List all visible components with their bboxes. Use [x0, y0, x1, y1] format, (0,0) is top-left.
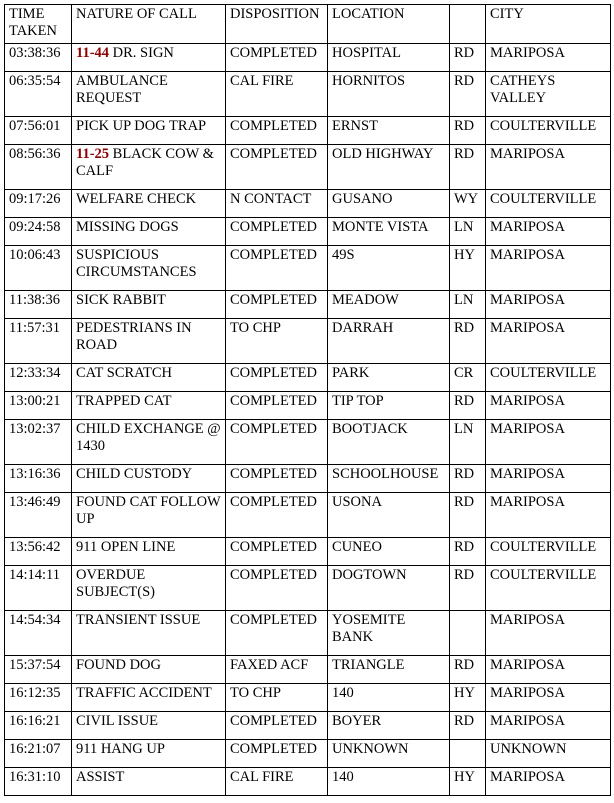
nature-text: PEDESTRIANS IN ROAD [76, 320, 192, 353]
nature-text: SICK RABBIT [76, 292, 166, 308]
cell-nature [72, 145, 226, 190]
cell-time: 13:00:21 [5, 392, 72, 420]
cell-suffix: RD [450, 319, 486, 364]
nature-text: ASSIST [76, 769, 125, 785]
cell-nature [72, 190, 226, 218]
cell-location: OLD HIGHWAY [328, 145, 450, 190]
table-row [5, 493, 611, 538]
table-row [5, 246, 611, 291]
cell-city: MARIPOSA [486, 611, 611, 656]
cell-disposition: COMPLETED [226, 364, 328, 392]
cell-suffix [450, 611, 486, 656]
cell-nature [72, 246, 226, 291]
cell-city: MARIPOSA [486, 392, 611, 420]
cell-location: SCHOOLHOUSE [328, 465, 450, 493]
cell-suffix: CR [450, 364, 486, 392]
incident-code: 11-44 [76, 45, 110, 61]
header-suffix [450, 5, 486, 44]
table-row [5, 768, 611, 796]
incident-code: 11-25 [76, 146, 110, 162]
cell-city: MARIPOSA [486, 656, 611, 684]
cell-city: MARIPOSA [486, 712, 611, 740]
nature-text: CAT SCRATCH [76, 365, 173, 381]
table-row [5, 465, 611, 493]
cell-city: MARIPOSA [486, 493, 611, 538]
cell-time: 14:14:11 [5, 566, 72, 611]
cell-location: HOSPITAL [328, 44, 450, 72]
cell-city: CATHEYS VALLEY [486, 72, 611, 117]
cell-suffix: HY [450, 768, 486, 796]
cell-time: 16:12:35 [5, 684, 72, 712]
cell-disposition: COMPLETED [226, 420, 328, 465]
nature-text: CIVIL ISSUE [76, 713, 159, 729]
cell-nature [72, 72, 226, 117]
cell-suffix: RD [450, 538, 486, 566]
nature-text: OVERDUE SUBJECT(S) [76, 567, 155, 600]
cell-city: MARIPOSA [486, 218, 611, 246]
cell-time: 11:38:36 [5, 291, 72, 319]
cell-nature [72, 656, 226, 684]
header-city: CITY [486, 5, 611, 44]
table-row [5, 538, 611, 566]
cell-city: MARIPOSA [486, 465, 611, 493]
cell-location: MONTE VISTA [328, 218, 450, 246]
table-row [5, 684, 611, 712]
nature-text: BLACK COW & CALF [76, 146, 214, 179]
cell-disposition: CAL FIRE [226, 768, 328, 796]
nature-text: DR. SIGN [109, 45, 174, 61]
cell-suffix: LN [450, 218, 486, 246]
cell-suffix: RD [450, 712, 486, 740]
nature-text: TRANSIENT ISSUE [76, 612, 201, 628]
table-row [5, 44, 611, 72]
cell-disposition: COMPLETED [226, 246, 328, 291]
cell-disposition: COMPLETED [226, 291, 328, 319]
cell-time: 08:56:36 [5, 145, 72, 190]
cell-nature [72, 218, 226, 246]
table-row [5, 190, 611, 218]
table-row [5, 291, 611, 319]
table-row [5, 145, 611, 190]
header-row [5, 5, 611, 44]
cell-city: MARIPOSA [486, 319, 611, 364]
cell-time: 06:35:54 [5, 72, 72, 117]
header-location: LOCATION [328, 5, 450, 44]
cell-suffix: RD [450, 493, 486, 538]
cell-city: MARIPOSA [486, 291, 611, 319]
cell-time: 09:24:58 [5, 218, 72, 246]
cell-suffix: RD [450, 145, 486, 190]
cell-location: DOGTOWN [328, 566, 450, 611]
cell-time: 10:06:43 [5, 246, 72, 291]
cell-nature [72, 493, 226, 538]
table-row [5, 72, 611, 117]
cell-location: 140 [328, 768, 450, 796]
cell-location: TIP TOP [328, 392, 450, 420]
cell-disposition: COMPLETED [226, 117, 328, 145]
cell-location: CUNEO [328, 538, 450, 566]
cell-suffix [450, 740, 486, 768]
cell-city: COULTERVILLE [486, 566, 611, 611]
table-row [5, 218, 611, 246]
nature-text: MISSING DOGS [76, 219, 179, 235]
cell-location: DARRAH [328, 319, 450, 364]
table-row [5, 117, 611, 145]
cell-time: 13:46:49 [5, 493, 72, 538]
cell-location: USONA [328, 493, 450, 538]
call-log-body [5, 5, 611, 796]
cell-nature [72, 364, 226, 392]
nature-text: SUSPICIOUS CIRCUMSTANCES [76, 247, 197, 280]
cell-suffix: RD [450, 117, 486, 145]
cell-suffix: LN [450, 291, 486, 319]
cell-disposition: COMPLETED [226, 145, 328, 190]
header-time: TIME TAKEN [5, 5, 72, 44]
cell-city: MARIPOSA [486, 768, 611, 796]
cell-time: 16:31:10 [5, 768, 72, 796]
cell-city: MARIPOSA [486, 246, 611, 291]
cell-nature [72, 319, 226, 364]
cell-time: 16:16:21 [5, 712, 72, 740]
cell-suffix: LN [450, 420, 486, 465]
cell-suffix: WY [450, 190, 486, 218]
nature-text: PICK UP DOG TRAP [76, 118, 207, 134]
cell-city: MARIPOSA [486, 145, 611, 190]
cell-nature [72, 420, 226, 465]
cell-disposition: COMPLETED [226, 538, 328, 566]
nature-text: CHILD EXCHANGE @ 1430 [76, 421, 221, 454]
cell-city: MARIPOSA [486, 44, 611, 72]
cell-location: HORNITOS [328, 72, 450, 117]
table-row [5, 392, 611, 420]
cell-time: 15:37:54 [5, 656, 72, 684]
nature-text: 911 OPEN LINE [76, 539, 176, 555]
cell-disposition: TO CHP [226, 319, 328, 364]
cell-suffix: RD [450, 72, 486, 117]
cell-location: BOYER [328, 712, 450, 740]
cell-suffix: RD [450, 566, 486, 611]
cell-time: 07:56:01 [5, 117, 72, 145]
cell-suffix: RD [450, 465, 486, 493]
nature-text: FOUND CAT FOLLOW UP [76, 494, 221, 527]
nature-text: FOUND DOG [76, 657, 161, 673]
table-row [5, 364, 611, 392]
cell-nature [72, 611, 226, 656]
cell-city: COULTERVILLE [486, 538, 611, 566]
cell-suffix: RD [450, 392, 486, 420]
cell-location: 140 [328, 684, 450, 712]
cell-nature [72, 712, 226, 740]
cell-disposition: COMPLETED [226, 392, 328, 420]
cell-time: 09:17:26 [5, 190, 72, 218]
cell-city: COULTERVILLE [486, 117, 611, 145]
cell-location: MEADOW [328, 291, 450, 319]
cell-nature [72, 768, 226, 796]
cell-disposition: FAXED ACF [226, 656, 328, 684]
cell-time: 13:56:42 [5, 538, 72, 566]
cell-city: MARIPOSA [486, 684, 611, 712]
cell-time: 12:33:34 [5, 364, 72, 392]
cell-disposition: TO CHP [226, 684, 328, 712]
cell-nature [72, 392, 226, 420]
cell-time: 14:54:34 [5, 611, 72, 656]
cell-city: COULTERVILLE [486, 190, 611, 218]
table-row [5, 566, 611, 611]
cell-disposition: COMPLETED [226, 566, 328, 611]
table-row [5, 611, 611, 656]
call-log-table [4, 4, 611, 796]
table-row [5, 319, 611, 364]
cell-suffix: RD [450, 44, 486, 72]
nature-text: TRAPPED CAT [76, 393, 172, 409]
cell-city: UNKNOWN [486, 740, 611, 768]
table-row [5, 712, 611, 740]
cell-time: 11:57:31 [5, 319, 72, 364]
cell-disposition: COMPLETED [226, 712, 328, 740]
cell-disposition: COMPLETED [226, 611, 328, 656]
cell-location: GUSANO [328, 190, 450, 218]
cell-location: YOSEMITE BANK [328, 611, 450, 656]
cell-location: BOOTJACK [328, 420, 450, 465]
cell-disposition: COMPLETED [226, 218, 328, 246]
cell-city: MARIPOSA [486, 420, 611, 465]
cell-time: 16:21:07 [5, 740, 72, 768]
table-row [5, 420, 611, 465]
header-nature: NATURE OF CALL [72, 5, 226, 44]
cell-location: ERNST [328, 117, 450, 145]
cell-suffix: HY [450, 246, 486, 291]
cell-location: UNKNOWN [328, 740, 450, 768]
cell-time: 03:38:36 [5, 44, 72, 72]
cell-location: TRIANGLE [328, 656, 450, 684]
cell-city: COULTERVILLE [486, 364, 611, 392]
cell-nature [72, 44, 226, 72]
cell-nature [72, 566, 226, 611]
cell-nature [72, 117, 226, 145]
nature-text: AMBULANCE REQUEST [76, 73, 168, 106]
cell-disposition: COMPLETED [226, 493, 328, 538]
cell-time: 13:16:36 [5, 465, 72, 493]
cell-nature [72, 740, 226, 768]
nature-text: WELFARE CHECK [76, 191, 197, 207]
cell-nature [72, 465, 226, 493]
cell-disposition: N CONTACT [226, 190, 328, 218]
cell-nature [72, 291, 226, 319]
nature-text: CHILD CUSTODY [76, 466, 193, 482]
cell-disposition: COMPLETED [226, 44, 328, 72]
table-row [5, 740, 611, 768]
cell-location: PARK [328, 364, 450, 392]
cell-disposition: COMPLETED [226, 465, 328, 493]
table-row [5, 656, 611, 684]
nature-text: 911 HANG UP [76, 741, 165, 757]
cell-location: 49S [328, 246, 450, 291]
cell-suffix: RD [450, 656, 486, 684]
cell-suffix: HY [450, 684, 486, 712]
cell-nature [72, 538, 226, 566]
cell-disposition: CAL FIRE [226, 72, 328, 117]
cell-disposition: COMPLETED [226, 740, 328, 768]
nature-text: TRAFFIC ACCIDENT [76, 685, 212, 701]
cell-time: 13:02:37 [5, 420, 72, 465]
header-disposition: DISPOSITION [226, 5, 328, 44]
cell-nature [72, 684, 226, 712]
